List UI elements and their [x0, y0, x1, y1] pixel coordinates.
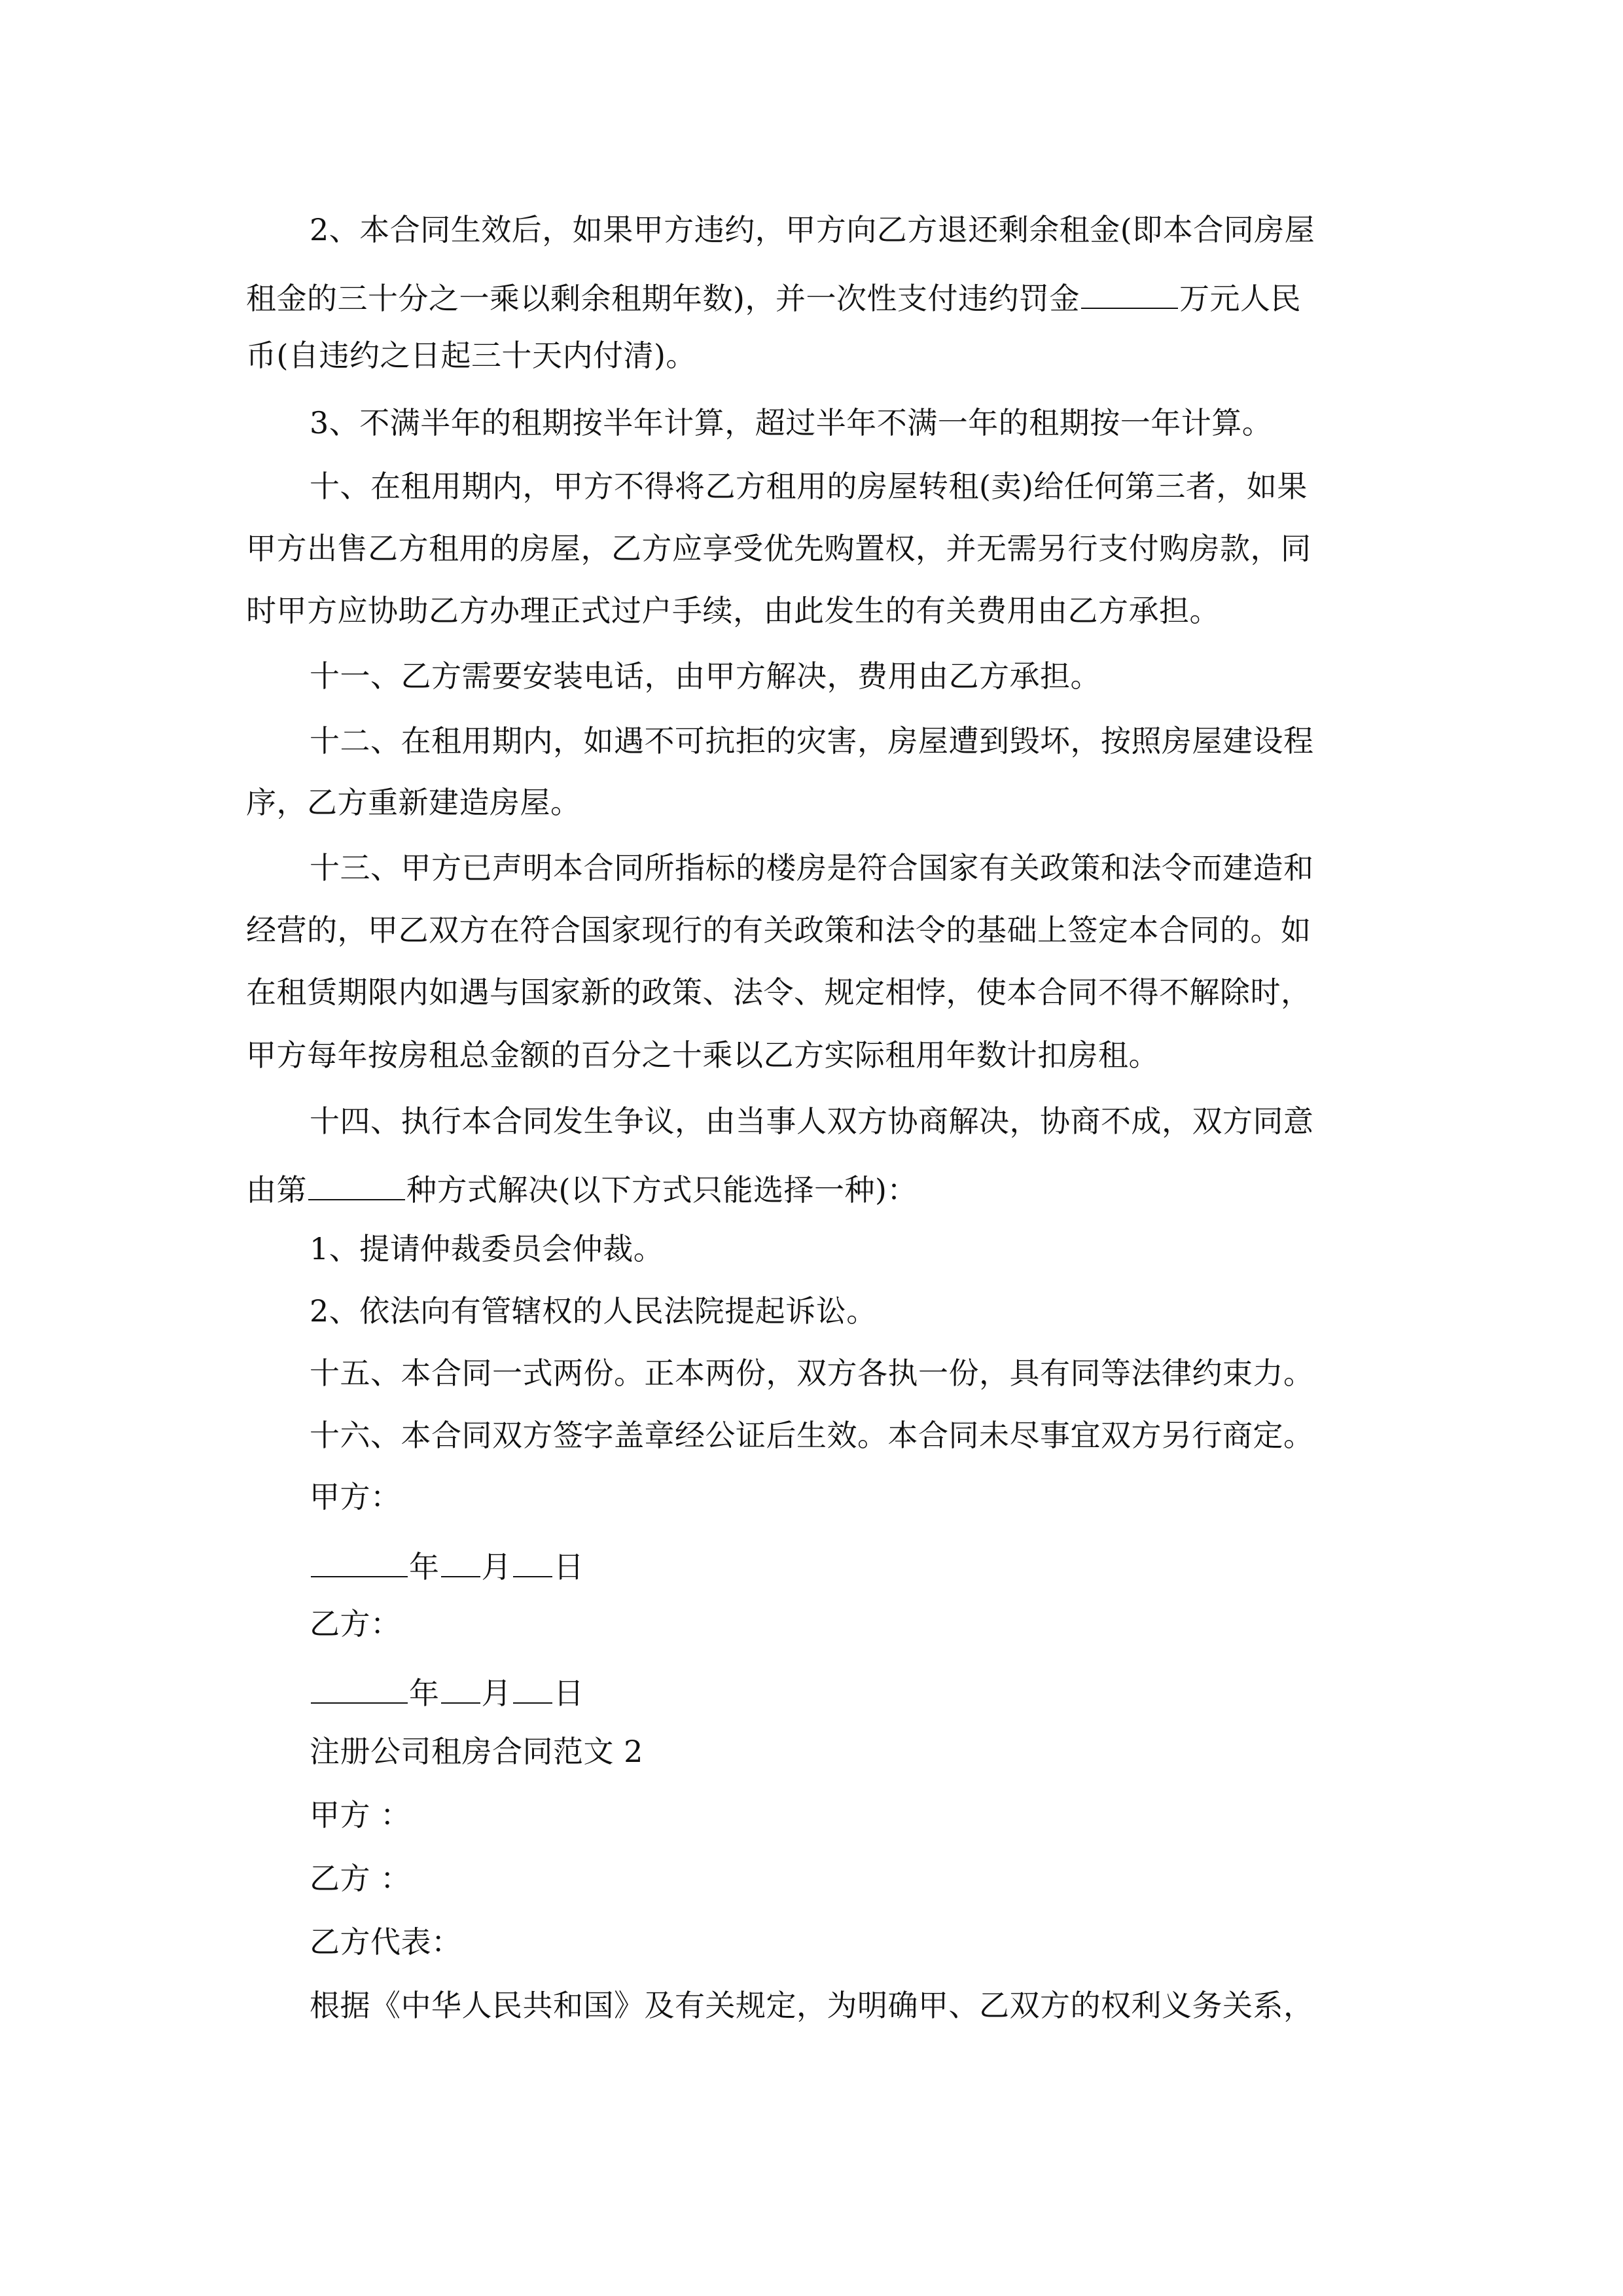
date-line: 年 月 日	[310, 1546, 584, 1582]
text-line: 十一、乙方需要安装电话，由甲方解决，费用由乙方承担。	[310, 658, 1101, 694]
party-b-field: 乙方 ：	[310, 1861, 411, 1896]
fill-in-blank	[308, 1169, 405, 1200]
fill-in-blank	[311, 1546, 408, 1577]
text-line: 租金的三十分之一乘以剩余租期年数)，并一次性支付违约罚金 万元人民	[246, 278, 1301, 314]
text-line: 在租赁期限内如遇与国家新的政策、法令、规定相悖，使本合同不得不解除时，	[246, 975, 1311, 1010]
text-line: 十三、甲方已声明本合同所指标的楼房是符合国家有关政策和法令而建造和	[310, 850, 1314, 886]
text-line: 十二、在租用期内，如遇不可抗拒的灾害，房屋遭到毁坏，按照房屋建设程	[310, 723, 1314, 759]
fill-in-blank	[441, 1546, 480, 1577]
text-line: 2、依法向有管辖权的人民法院提起诉讼。	[310, 1293, 877, 1329]
text-line: 十六、本合同双方签字盖章经公证后生效。本合同未尽事宜双方另行商定。	[310, 1418, 1314, 1453]
text-line: 十四、执行本合同发生争议，由当事人双方协商解决，协商不成，双方同意	[310, 1103, 1314, 1139]
party-a-label: 甲方：	[310, 1479, 401, 1515]
fill-in-blank	[1081, 278, 1178, 309]
fill-in-blank	[441, 1672, 480, 1704]
text-line: 由第 种方式解决(以下方式只能选择一种)：	[246, 1169, 918, 1205]
fill-in-blank	[513, 1546, 552, 1577]
party-b-label: 乙方：	[310, 1606, 401, 1641]
text-line: 时甲方应协助乙方办理正式过户手续，由此发生的有关费用由乙方承担。	[246, 593, 1220, 628]
text-line: 甲方每年按房租总金额的百分之十乘以乙方实际租用年数计扣房租。	[246, 1037, 1159, 1073]
party-b-representative: 乙方代表：	[310, 1924, 462, 1960]
section-title: 注册公司租房合同范文 2	[310, 1734, 643, 1769]
text-line: 十五、本合同一式两份。正本两份，双方各执一份，具有同等法律约束力。	[310, 1355, 1314, 1391]
text-line: 十、在租用期内，甲方不得将乙方租用的房屋转租(卖)给任何第三者，如果	[310, 469, 1308, 504]
text-line: 2、本合同生效后，如果甲方违约，甲方向乙方退还剩余租金(即本合同房屋	[310, 212, 1315, 247]
text-line: 1、提请仲裁委员会仲裁。	[310, 1231, 664, 1266]
fill-in-blank	[311, 1672, 408, 1704]
text-line: 序，乙方重新建造房屋。	[246, 785, 581, 820]
date-line: 年 月 日	[310, 1672, 584, 1708]
party-a-field: 甲方 ：	[310, 1797, 411, 1833]
text-line: 经营的，甲乙双方在符合国家现行的有关政策和法令的基础上签定本合同的。如	[246, 912, 1311, 948]
text-line: 甲方出售乙方租用的房屋，乙方应享受优先购置权，并无需另行支付购房款，同	[246, 531, 1311, 566]
text-line: 币(自违约之日起三十天内付清)。	[246, 338, 696, 373]
fill-in-blank	[513, 1672, 552, 1704]
text-line: 根据《中华人民共和国》及有关规定，为明确甲、乙双方的权利义务关系，	[310, 1988, 1314, 2023]
text-line: 3、不满半年的租期按半年计算，超过半年不满一年的租期按一年计算。	[310, 405, 1273, 440]
